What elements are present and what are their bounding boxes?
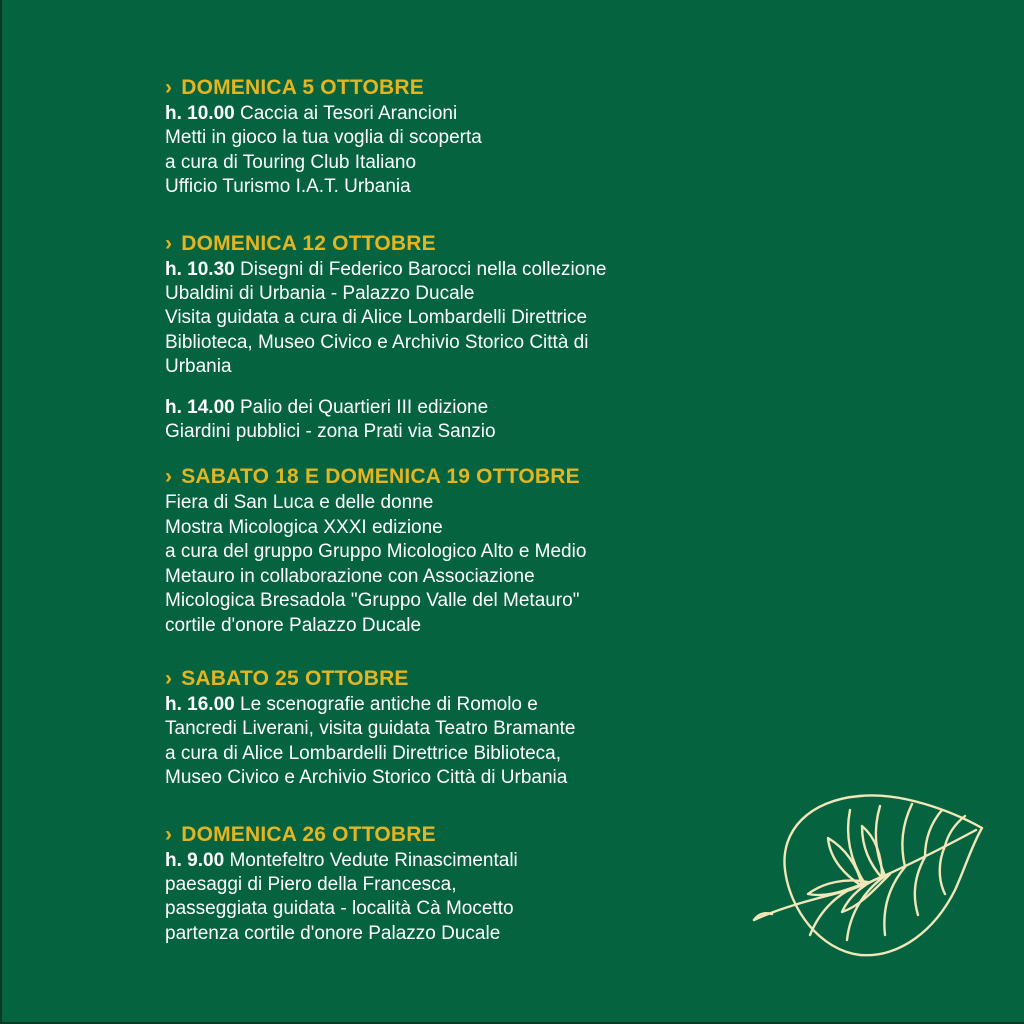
- event-program: [165, 74, 765, 946]
- chevron-right-icon: ›: [165, 666, 173, 690]
- section-sabato-18-domenica-19-ottobre: [165, 463, 765, 637]
- date-heading: SABATO 18 E DOMENICA 19 OTTOBRE: [181, 465, 580, 489]
- event-title: Palio dei Quartieri III edizione: [240, 396, 489, 418]
- event-line: Metauro in collaborazione con Associazione: [165, 565, 535, 587]
- event-line: cortile d'onore Palazzo Ducale: [165, 614, 422, 636]
- event-line: a cura di Alice Lombardelli Direttrice Biblioteca,: [165, 742, 562, 764]
- event-line: Visita guidata a cura di Alice Lombardelli Direttrice: [165, 307, 588, 329]
- event-first-line: [165, 396, 765, 420]
- event-title: Fiera di San Luca e delle donne: [165, 492, 434, 514]
- event-entry: [165, 102, 765, 200]
- chevron-right-icon: ›: [165, 76, 173, 99]
- date-heading: DOMENICA 26 OTTOBRE: [181, 822, 436, 846]
- event-title: Montefeltro Vedute Rinascimentali: [229, 849, 518, 871]
- event-line: Micologica Bresadola "Gruppo Valle del Metauro": [165, 590, 580, 612]
- event-line: Giardini pubblici - zona Prati via Sanzio: [165, 421, 496, 443]
- section-domenica-12-ottobre: [165, 230, 765, 445]
- date-heading: DOMENICA 5 OTTOBRE: [181, 76, 424, 99]
- section-domenica-5-ottobre: [165, 74, 765, 200]
- chevron-right-icon: ›: [165, 465, 173, 489]
- event-time: h. 10.30: [165, 258, 235, 280]
- event-line: Metti in gioco la tua voglia di scoperta: [165, 127, 482, 149]
- section-heading: [165, 665, 765, 693]
- event-line: Ufficio Turismo I.A.T. Urbania: [165, 176, 411, 198]
- event-line: Museo Civico e Archivio Storico Città di Urbania: [165, 767, 568, 789]
- event-line: passeggiata guidata - località Cà Mocetto: [165, 898, 514, 920]
- event-first-line: [165, 102, 765, 126]
- event-line: partenza cortile d'onore Palazzo Ducale: [165, 922, 501, 944]
- event-line: Urbania: [165, 356, 232, 378]
- event-entry: [165, 258, 765, 380]
- event-title: Caccia ai Tesori Arancioni: [240, 103, 458, 124]
- section-heading: [165, 821, 765, 849]
- event-line: Tancredi Liverani, visita guidata Teatro Bramante: [165, 718, 576, 740]
- chevron-right-icon: ›: [165, 822, 173, 846]
- section-heading: [165, 74, 765, 102]
- event-line: a cura di Touring Club Italiano: [165, 151, 417, 173]
- event-first-line: [165, 258, 765, 282]
- event-title: Le scenografie antiche di Romolo e: [240, 693, 538, 715]
- date-heading: SABATO 25 OTTOBRE: [181, 666, 409, 690]
- event-entry: [165, 491, 765, 637]
- event-entry: [165, 849, 765, 947]
- event-time: h. 10.00: [165, 103, 235, 124]
- event-line: Mostra Micologica XXXI edizione: [165, 516, 443, 538]
- section-domenica-26-ottobre: [165, 821, 765, 947]
- section-sabato-25-ottobre: [165, 665, 765, 791]
- event-line: paesaggi di Piero della Francesca,: [165, 873, 457, 895]
- chevron-right-icon: ›: [165, 231, 173, 255]
- event-time: h. 14.00: [165, 396, 235, 418]
- event-first-line: [165, 849, 765, 873]
- page-border-left: [0, 0, 2, 1024]
- date-heading: DOMENICA 12 OTTOBRE: [181, 231, 436, 255]
- event-line: Ubaldini di Urbania - Palazzo Ducale: [165, 283, 475, 305]
- event-title: Disegni di Federico Barocci nella collezione: [240, 258, 607, 280]
- leaf-icon: [750, 790, 990, 960]
- section-heading: [165, 463, 765, 491]
- event-entry: [165, 693, 765, 791]
- event-time: h. 16.00: [165, 693, 235, 715]
- event-entry: [165, 396, 765, 445]
- event-line: a cura del gruppo Gruppo Micologico Alto e Medio: [165, 541, 587, 563]
- event-time: h. 9.00: [165, 849, 225, 871]
- event-line: Biblioteca, Museo Civico e Archivio Storico Città di: [165, 331, 589, 353]
- event-first-line: [165, 693, 765, 717]
- section-heading: [165, 230, 765, 258]
